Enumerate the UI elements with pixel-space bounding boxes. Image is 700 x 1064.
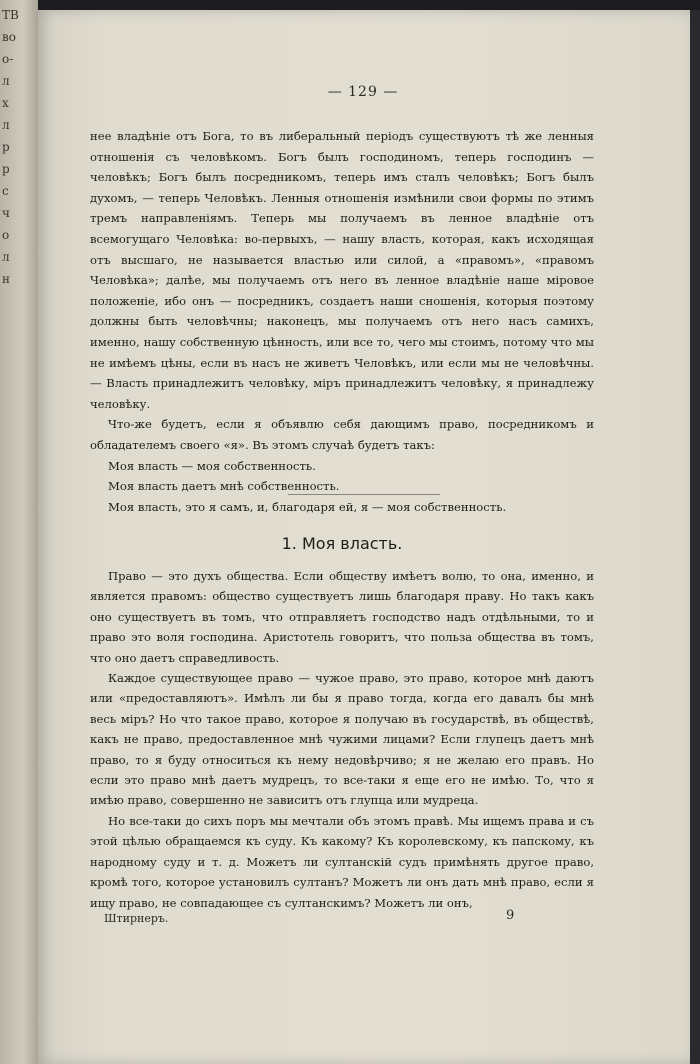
previous-page-text-fragments bbox=[0, 0, 38, 290]
fragment: ч bbox=[2, 206, 10, 220]
paragraph: нее владѣніе отъ Бога, то въ либеральный періодъ существуютъ тѣ же ленныя отношенія съ человѣкомъ. Богъ былъ господиномъ, теперь господинъ — человѣкъ; Богъ былъ посредникомъ, теперь имъ сталъ человѣкъ; Богъ былъ духомъ, — теперь Человѣкъ. Ленныя отношенія измѣнили свои формы по этимъ тремъ направленіямъ. Теперь мы получаемъ въ ленное владѣніе отъ всемогущаго Человѣка: во-первыхъ, — нашу власть, которая, какъ исходящая отъ высшаго, не называется властью или силой, а «правомъ», «правомъ Человѣка»; далѣе, мы получаемъ отъ него въ ленное владѣніе наше міровое положеніе, ибо онъ — посредникъ, создаетъ наши сношенія, которыя поэтому должны быть человѣчны; наконецъ, мы получаемъ отъ него насъ самихъ, именно, нашу собственную цѣнность, или все то, чего мы стоимъ, потому что мы не имѣемъ цѣны, если въ насъ не живетъ Человѣкъ, или если мы не человѣчны. — Власть принадлежитъ человѣку, міръ принадлежитъ человѣку, я принадлежу человѣку. bbox=[90, 129, 594, 411]
paragraph: Но все-таки до сихъ поръ мы мечтали объ этомъ правѣ. Мы ищемъ права и съ этой цѣлью обращаемся къ суду. Къ какому? Къ королевскому, къ папскому, къ народному суду и т. д. Можетъ ли султанскій судъ примѣнять другое право, кромѣ того, которое установилъ султанъ? Можетъ ли онъ дать мнѣ право, если я ищу право, не совпадающее съ султанскимъ? Можетъ ли онъ, bbox=[90, 813, 594, 910]
fragment: л bbox=[2, 118, 10, 132]
paragraph: Что-же будетъ, если я объявлю себя дающимъ право, посредникомъ и обладателемъ своего «я». Въ этомъ случаѣ будетъ такъ: bbox=[90, 417, 594, 452]
page-number: — 129 — bbox=[327, 84, 399, 100]
body-text-bottom bbox=[90, 566, 594, 913]
fragment: р bbox=[2, 162, 10, 176]
fragment: о bbox=[2, 228, 10, 242]
quote-line: Моя власть, это я самъ, и, благодаря ей, я — моя собственность. bbox=[108, 499, 507, 514]
section-heading: 1. Моя власть. bbox=[281, 534, 403, 553]
book-page bbox=[38, 10, 690, 1064]
quote-line: Моя власть — моя собственность. bbox=[108, 458, 316, 473]
fragment: л bbox=[2, 74, 10, 88]
footer-signature-number: 9 bbox=[506, 908, 515, 923]
paragraph: Право — это духъ общества. Если обществу имѣетъ волю, то она, именно, и является правомъ: общество существуетъ лишь благодаря праву. Но такъ какъ оно существуетъ въ томъ, что отправляетъ господство надъ отдѣльными, то и право это воля господина. Аристотель говоритъ, что польза общества въ томъ, что оно даетъ справедливость. bbox=[90, 569, 594, 665]
fragment: л bbox=[2, 250, 10, 264]
previous-page-edge bbox=[0, 0, 38, 1064]
background-frame bbox=[0, 0, 700, 10]
footer-author-signature: Штирнеръ. bbox=[104, 912, 169, 925]
body-text-top bbox=[90, 126, 594, 517]
fragment: х bbox=[2, 96, 9, 110]
fragment: с bbox=[2, 184, 9, 198]
paragraph: Каждое существующее право — чужое право, это право, которое мнѣ даютъ или «предоставляютъ». Имѣлъ ли бы я право тогда, когда его давалъ бы мнѣ весь міръ? Но что такое право, которое я получаю въ государствѣ, въ обществѣ, какъ не право, предоставленное мнѣ чужими лицами? Если глупецъ даетъ мнѣ право, то я буду относиться къ нему недовѣрчиво; я не желаю его правъ. Но если это право мнѣ даетъ мудрецъ, то все-таки я еще его не имѣю. То, что я имѣю право, совершенно не зависитъ отъ глупца или мудреца. bbox=[90, 671, 594, 808]
fragment: о- bbox=[2, 52, 14, 66]
fragment: во bbox=[2, 30, 16, 44]
fragment: н bbox=[2, 272, 10, 286]
fragment: ТВ bbox=[2, 8, 19, 22]
section-divider bbox=[288, 494, 440, 495]
fragment: р bbox=[2, 140, 10, 154]
quote-line: Моя власть даетъ мнѣ собственность. bbox=[108, 479, 340, 494]
